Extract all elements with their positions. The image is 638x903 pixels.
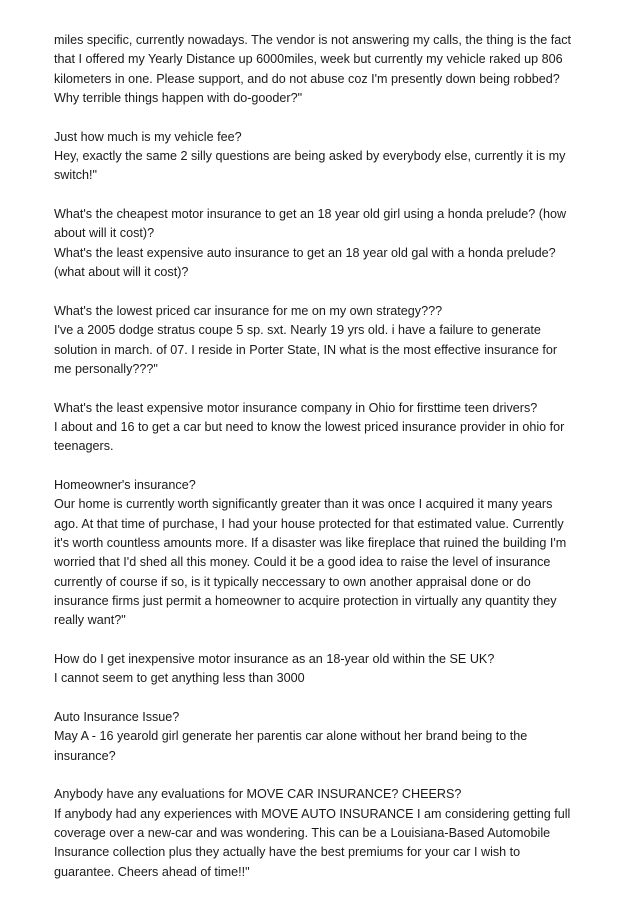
text-line: Why terrible things happen with do-gooder?"	[54, 91, 303, 106]
question-heading: Just how much is my vehicle fee?	[54, 129, 242, 144]
text-line: solution in march. of 07. I reside in Porter State, IN what is the most effective insurance for	[54, 342, 558, 357]
paragraph	[54, 785, 594, 882]
text-line: May A - 16 yearold girl generate her parentis car alone without her brand being to the	[54, 729, 528, 744]
paragraph	[54, 476, 594, 631]
text-line: really want?"	[54, 613, 126, 628]
paragraph	[54, 399, 594, 457]
text-line: that I offered my Yearly Distance up 6000miles, week but currently my vehicle raked up 806	[54, 52, 563, 67]
paragraph	[54, 708, 594, 766]
text-line: If anybody had any experiences with MOVE AUTO INSURANCE I am considering getting full	[54, 806, 571, 821]
text-line: worried that I'd shed all this money. Could it be a good idea to raise the level of insurance	[54, 555, 551, 570]
text-line: kilometers in one. Please support, and do not abuse coz I'm presently down being robbed?	[54, 71, 560, 86]
text-line: I've a 2005 dodge stratus coupe 5 sp. sxt. Nearly 19 yrs old. i have a failure to generate	[54, 323, 541, 338]
text-line: miles specific, currently nowadays. The vendor is not answering my calls, the thing is the fact	[54, 33, 572, 47]
text-line: Hey, exactly the same 2 silly questions are being asked by everybody else, currently it is my	[54, 149, 566, 164]
text-line: about will it cost)?	[54, 226, 155, 241]
question-heading: What's the cheapest motor insurance to get an 18 year old girl using a honda prelude? (how	[54, 207, 567, 222]
text-line: teenagers.	[54, 439, 114, 454]
paragraph	[54, 31, 594, 108]
text-line: me personally???"	[54, 361, 158, 376]
paragraph	[54, 128, 594, 186]
text-line: (what about will it cost)?	[54, 265, 189, 280]
question-heading: What's the lowest priced car insurance for me on my own strategy???	[54, 303, 443, 318]
text-line: I cannot seem to get anything less than 3000	[54, 671, 305, 686]
text-line: Our home is currently worth significantly greater than it was once I acquired it many years	[54, 497, 553, 512]
text-line: currently of course if so, is it typically neccessary to own another appraisal done or do	[54, 574, 531, 589]
text-line: it's worth countless amounts more. If a disaster was like fireplace that ruined the building I'm	[54, 535, 567, 550]
text-line: Insurance collection plus they actually have the best premiums for your car I wish to	[54, 845, 521, 860]
text-line: insurance firms just permit a homeowner to acquire protection in virtually any quantity they	[54, 593, 557, 608]
document-body	[54, 31, 594, 882]
text-line: switch!"	[54, 168, 97, 183]
question-heading: What's the least expensive motor insurance company in Ohio for firsttime teen drivers?	[54, 400, 538, 415]
paragraph	[54, 205, 594, 282]
question-heading: How do I get inexpensive motor insurance as an 18-year old within the SE UK?	[54, 652, 495, 666]
question-heading: Anybody have any evaluations for MOVE CAR INSURANCE? CHEERS?	[54, 787, 462, 802]
question-heading: Auto Insurance Issue?	[54, 710, 180, 725]
text-line: ago. At that time of purchase, I had your house protected for that estimated value. Currently	[54, 516, 564, 531]
text-line: coverage over a new-car and was wondering. This can be a Louisiana-Based Automobile	[54, 826, 551, 841]
text-line: insurance?	[54, 748, 116, 763]
text-line: I about and 16 to get a car but need to know the lowest priced insurance provider in ohio for	[54, 419, 565, 434]
text-line: guarantee. Cheers ahead of time!!"	[54, 864, 250, 879]
text-line: What's the least expensive auto insurance to get an 18 year old gal with a honda prelude?	[54, 245, 556, 260]
paragraph	[54, 650, 594, 689]
paragraph	[54, 302, 594, 379]
question-heading: Homeowner's insurance?	[54, 477, 196, 492]
